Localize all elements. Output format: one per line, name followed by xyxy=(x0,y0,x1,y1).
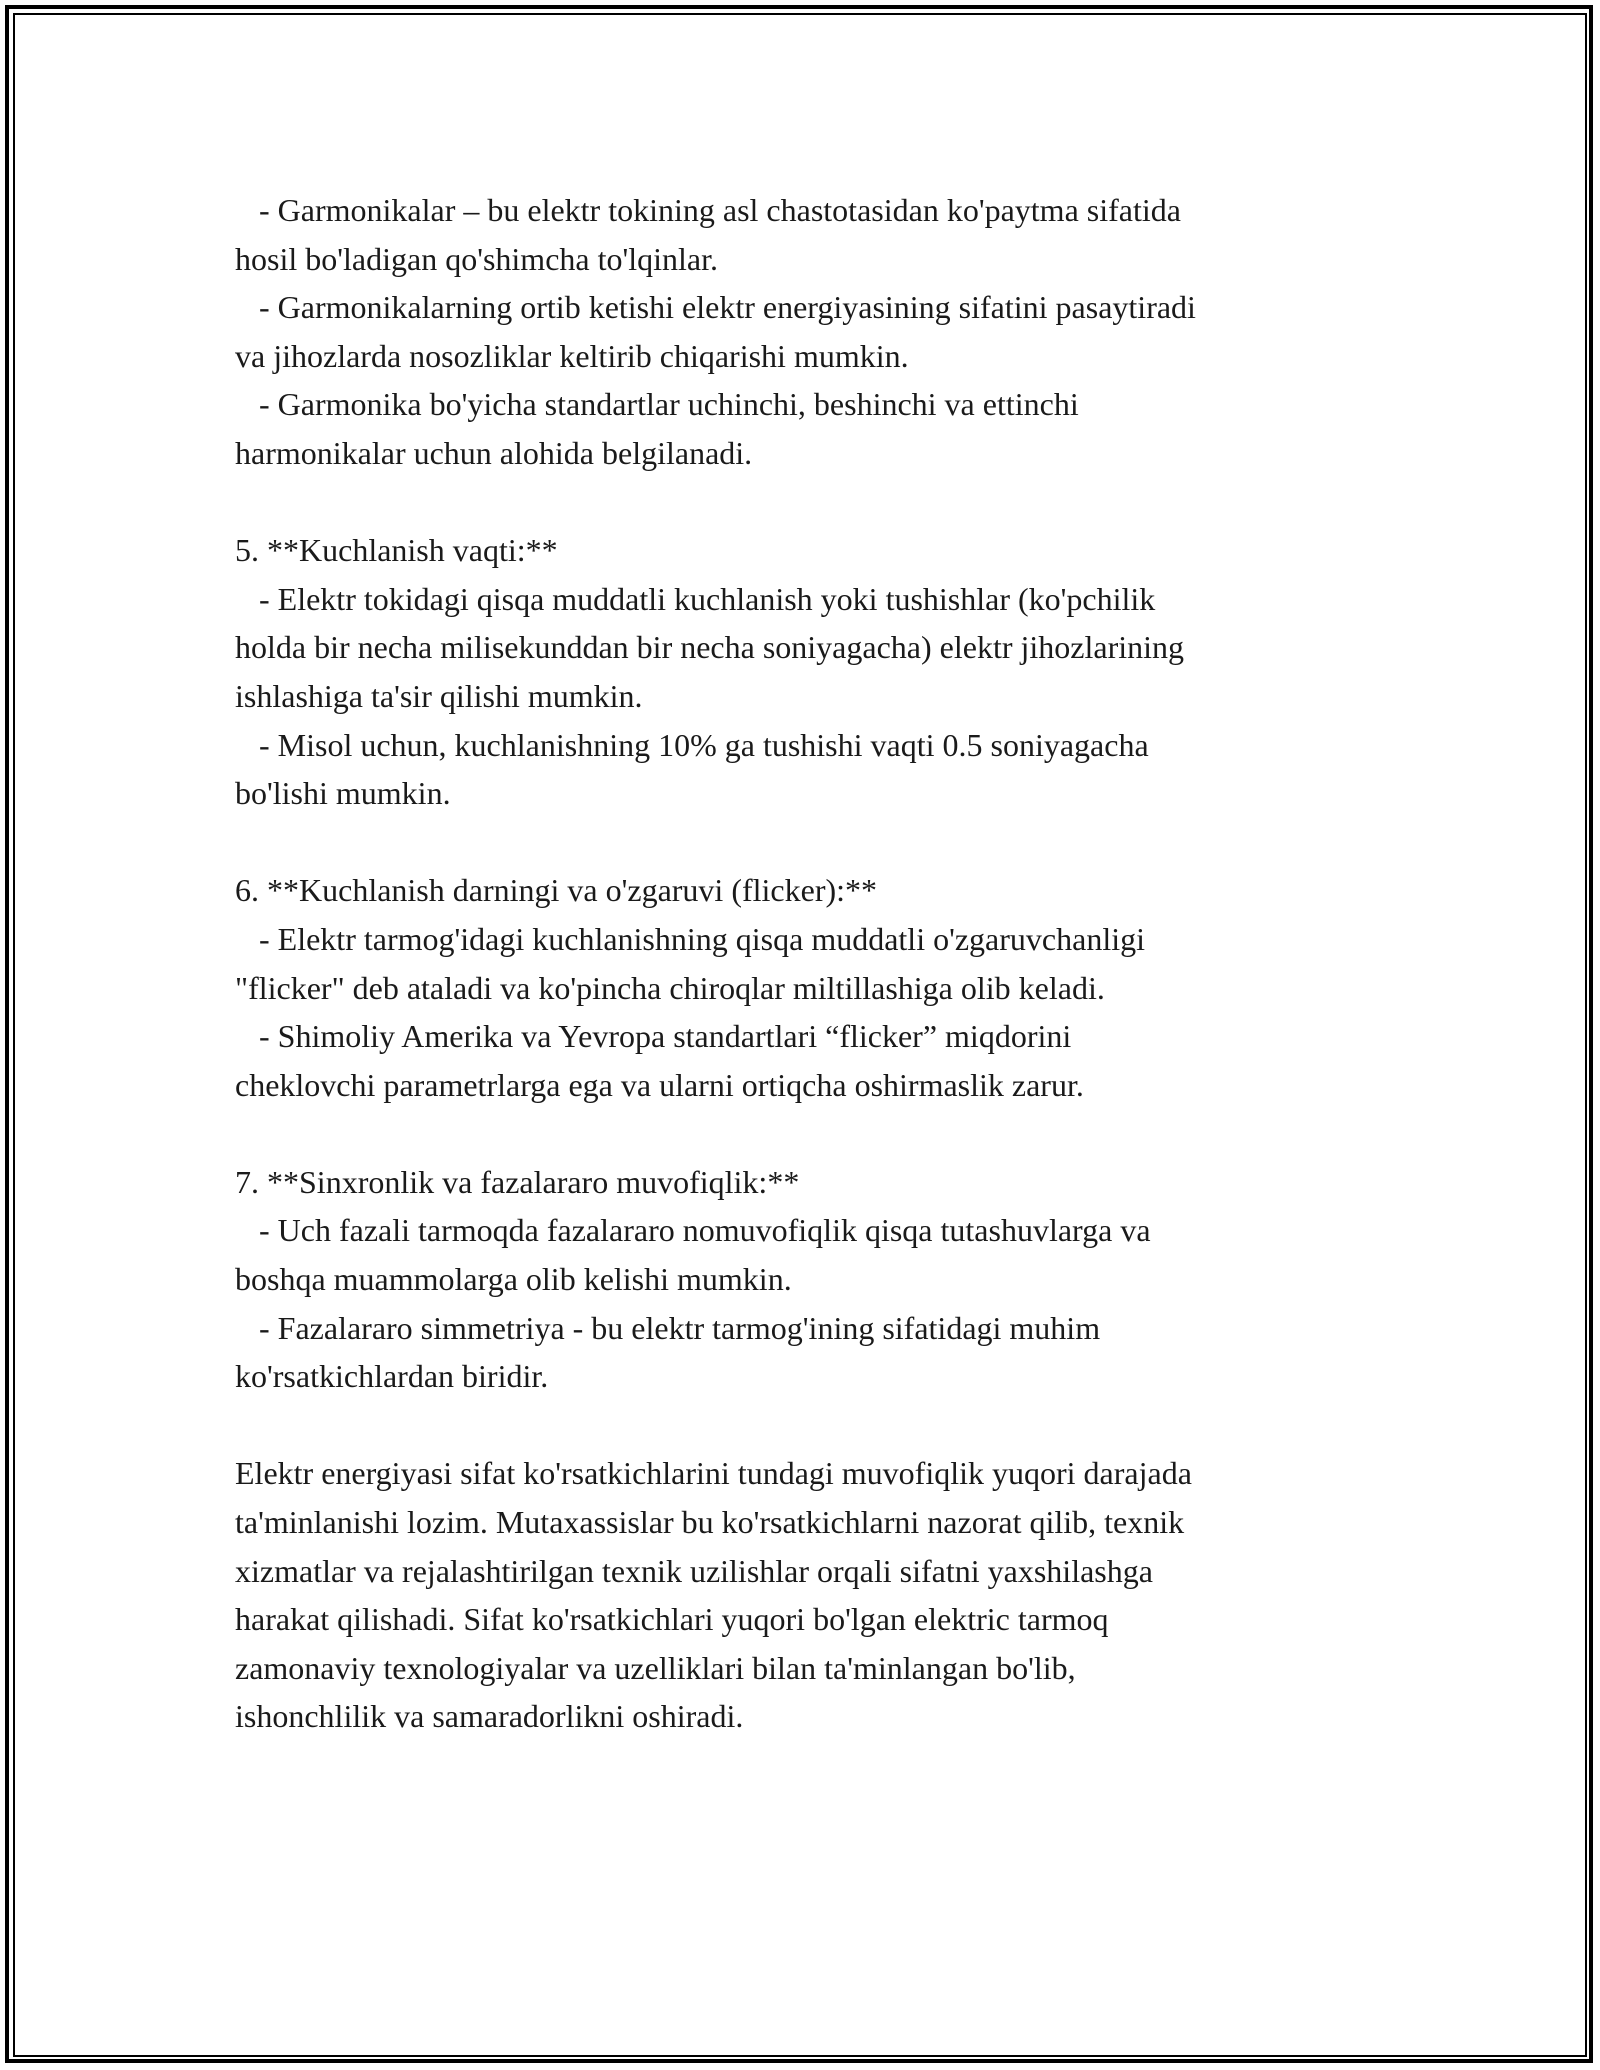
conclusion-paragraph xyxy=(235,1449,1365,1741)
text-line: ishlashiga ta'sir qilishi mumkin. xyxy=(235,677,643,714)
text-line: ta'minlanishi lozim. Mutaxassislar bu ko'rsatkichlarni nazorat qilib, texnik xyxy=(235,1504,1185,1541)
section-heading: 6. **Kuchlanish darningi va o'zgaruvi (flicker):** xyxy=(235,872,878,909)
text-line: Elektr energiyasi sifat ko'rsatkichlarini tundagi muvofiqlik yuqori darajada xyxy=(235,1455,1192,1492)
text-line: holda bir necha milisekunddan bir necha soniyagacha) elektr jihozlarining xyxy=(235,629,1184,666)
text-line: zamonaviy texnologiyalar va uzelliklari bilan ta'minlangan bo'lib, xyxy=(235,1649,1076,1686)
text-line: va jihozlarda nosozliklar keltirib chiqarishi mumkin. xyxy=(235,337,909,374)
text-line: - Garmonika bo'yicha standartlar uchinchi, beshinchi va ettinchi xyxy=(235,386,1079,423)
paragraph-spacer xyxy=(235,1109,1365,1158)
text-line: - Fazalararo simmetriya - bu elektr tarmog'ining sifatidagi muhim xyxy=(235,1309,1101,1346)
text-line: "flicker" deb ataladi va ko'pincha chiroqlar miltillashiga olib keladi. xyxy=(235,969,1105,1006)
text-line: ishonchlilik va samaradorlikni oshiradi. xyxy=(235,1698,744,1735)
text-line: hosil bo'ladigan qo'shimcha to'lqinlar. xyxy=(235,240,719,277)
paragraph-spacer xyxy=(235,818,1365,867)
text-line: harakat qilishadi. Sifat ko'rsatkichlari yuqori bo'lgan elektric tarmoq xyxy=(235,1601,1109,1638)
section-5 xyxy=(235,526,1365,818)
paragraph-spacer xyxy=(235,1401,1365,1450)
text-line: harmonikalar uchun alohida belgilanadi. xyxy=(235,434,753,471)
text-line: ko'rsatkichlardan biridir. xyxy=(235,1358,549,1395)
section-7 xyxy=(235,1158,1365,1401)
text-line: - Elektr tarmog'idagi kuchlanishning qisqa muddatli o'zgaruvchanligi xyxy=(235,920,1145,957)
paragraph-spacer xyxy=(235,478,1365,527)
harmonics-bullets xyxy=(235,186,1365,478)
text-line: - Garmonikalarning ortib ketishi elektr energiyasining sifatini pasaytiradi xyxy=(235,289,1196,326)
text-line: - Elektr tokidagi qisqa muddatli kuchlanish yoki tushishlar (ko'pchilik xyxy=(235,580,1156,617)
text-line: bo'lishi mumkin. xyxy=(235,775,451,812)
text-line: - Garmonikalar – bu elektr tokining asl chastotasidan ko'paytma sifatida xyxy=(235,192,1181,228)
section-heading: 7. **Sinxronlik va fazalararo muvofiqlik:** xyxy=(235,1163,800,1200)
section-6 xyxy=(235,866,1365,1109)
text-line: - Misol uchun, kuchlanishning 10% ga tushishi vaqti 0.5 soniyagacha xyxy=(235,726,1149,763)
text-line: boshqa muammolarga olib kelishi mumkin. xyxy=(235,1261,792,1298)
text-line: xizmatlar va rejalashtirilgan texnik uzilishlar orqali sifatni yaxshilashga xyxy=(235,1552,1153,1589)
section-heading: 5. **Kuchlanish vaqti:** xyxy=(235,532,558,569)
text-line: - Shimoliy Amerika va Yevropa standartlari “flicker” miqdorini xyxy=(235,1018,1072,1055)
document-body xyxy=(235,186,1365,1741)
text-line: - Uch fazali tarmoqda fazalararo nomuvofiqlik qisqa tutashuvlarga va xyxy=(235,1212,1151,1249)
text-line: cheklovchi parametrlarga ega va ularni ortiqcha oshirmaslik zarur. xyxy=(235,1066,1084,1103)
